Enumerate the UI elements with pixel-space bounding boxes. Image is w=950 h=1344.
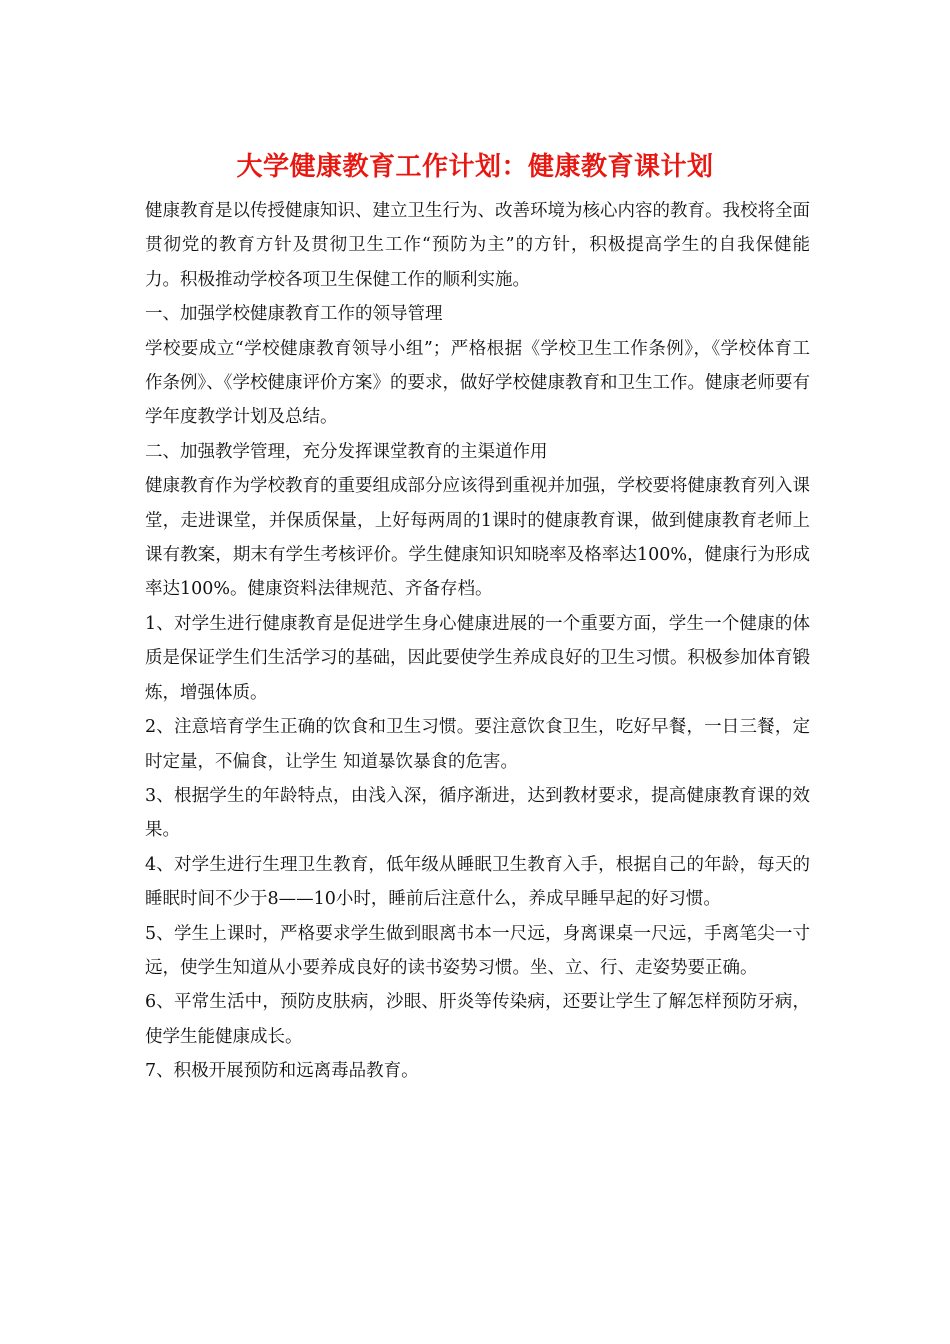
list-item-2: 2、注意培育学生正确的饮食和卫生习惯。要注意饮食卫生，吃好早餐，一日三餐，定时定量，不偏食，让学生 知道暴饮暴食的危害。 <box>145 717 810 772</box>
list-item-7: 7、积极开展预防和远离毒品教育。 <box>145 1061 419 1082</box>
document-body <box>145 194 810 1089</box>
list-item-4: 4、对学生进行生理卫生教育，低年级从睡眠卫生教育入手，根据自己的年龄，每天的睡眠时间不少于8——10小时，睡前后注意什么，养成早睡早起的好习惯。 <box>145 854 810 910</box>
list-item-5: 5、学生上课时，严格要求学生做到眼离书本一尺远，身离课桌一尺远，手离笔尖一寸远，使学生知道从小要养成良好的读书姿势习惯。坐、立、行、走姿势要正确。 <box>145 923 810 978</box>
paragraph-intro: 健康教育是以传授健康知识、建立卫生行为、改善环境为核心内容的教育。我校将全面贯彻党的教育方针及贯彻卫生工作“预防为主”的方针，积极提高学生的自我保健能力。积极推动学校各项卫生保健工作的顺利实施。 <box>145 201 810 290</box>
list-item-3: 3、根据学生的年龄特点，由浅入深，循序渐进，达到教材要求，提高健康教育课的效果。 <box>145 785 810 841</box>
section-heading-1: 一、加强学校健康教育工作的领导管理 <box>145 304 443 325</box>
list-item-6: 6、平常生活中，预防皮肤病，沙眼、肝炎等传染病，还要让学生了解怎样预防牙病，使学生能健康成长。 <box>145 992 810 1047</box>
paragraph-section-1: 学校要成立“学校健康教育领导小组”；严格根据《学校卫生工作条例》，《学校体育工作条例》、《学校健康评价方案》的要求，做好学校健康教育和卫生工作。健康老师要有学年度教学计划及总结。 <box>145 338 810 428</box>
document-title: 大学健康教育工作计划：健康教育课计划 <box>236 152 714 182</box>
section-heading-2: 二、加强教学管理，充分发挥课堂教育的主渠道作用 <box>145 441 548 462</box>
paragraph-section-2: 健康教育作为学校教育的重要组成部分应该得到重视并加强，学校要将健康教育列入课堂，走进课堂，并保质保量，上好每两周的1课时的健康教育课，做到健康教育老师上课有教案，期末有学生考核评价。学生健康知识知晓率及格率达100%，健康行为形成率达100%。健康资料法律规范、齐备存档。 <box>145 476 810 600</box>
list-item-1: 1、对学生进行健康教育是促进学生身心健康进展的一个重要方面，学生一个健康的体质是保证学生们生活学习的基础，因此要使学生养成良好的卫生习惯。积极参加体育锻炼，增强体质。 <box>145 613 810 703</box>
